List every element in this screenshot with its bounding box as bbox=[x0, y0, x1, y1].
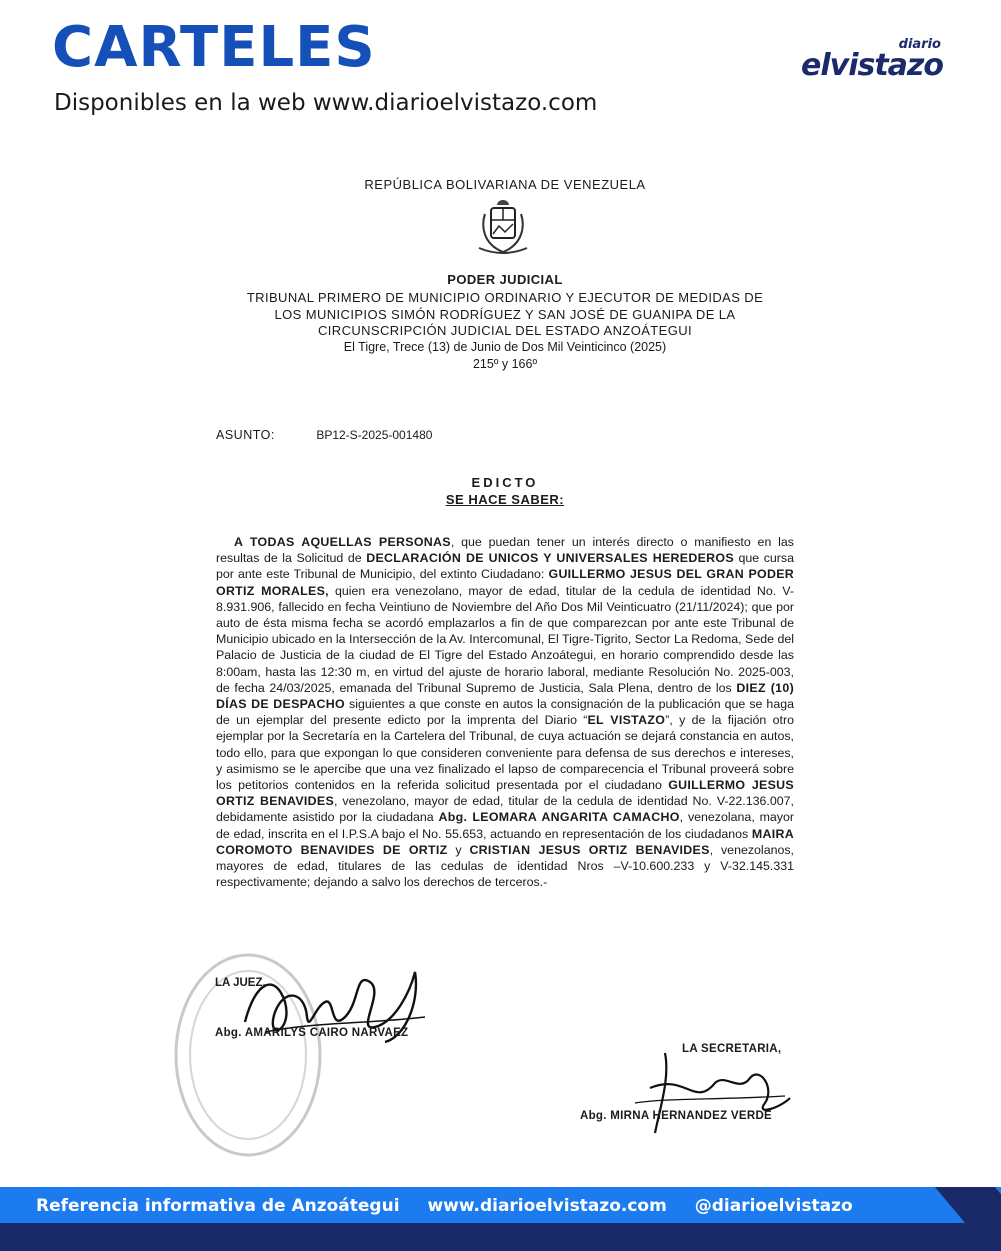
body-text: , venezolano, mayor de edad, titular de la cedula de identidad No. V-22.136.007, debidamente asistido por la ciudadana bbox=[216, 794, 794, 825]
body-bold: GUILLERMO JESUS ORTIZ BENAVIDES bbox=[216, 778, 794, 809]
body-bold: DECLARACIÓN DE UNICOS Y UNIVERSALES HEREDEROS bbox=[366, 551, 734, 566]
footer-bar bbox=[0, 1187, 1001, 1251]
body-text: , venezolanos, mayores de edad, titulares de las cedulas de identidad Nros –V-10.600.233 y V-32.145.331 respectivamente; dejando a salvo los derechos de terceros.- bbox=[216, 842, 795, 890]
case-reference bbox=[216, 428, 432, 442]
body-text: , que puedan tener un interés directo o manifiesto en las resultas de la Solicitud de bbox=[216, 535, 795, 566]
body-text: , venezolana, mayor de edad, inscrita en el I.P.S.A bajo el No. 55.653, actuando en representación de los ciudadanos bbox=[216, 810, 795, 841]
body-bold: EL VISTAZO bbox=[587, 713, 666, 728]
body-text: que cursa por ante este Tribunal de Municipio, del extinto Ciudadano: bbox=[216, 551, 795, 582]
coat-of-arms-icon bbox=[475, 196, 531, 258]
body-bold: GUILLERMO JESUS DEL GRAN PODER ORTIZ MORALES, bbox=[216, 567, 795, 598]
body-text: siguientes a que conste en autos la consignación de la publicación que se haga de un ejemplar del presente edicto por la imprenta del Diario “ bbox=[216, 697, 794, 728]
tribunal-line: CIRCUNSCRIPCIÓN JUDICIAL DEL ESTADO ANZOÁTEGUI bbox=[317, 323, 693, 338]
body-bold: CRISTIAN JESUS ORTIZ BENAVIDES bbox=[469, 842, 710, 857]
body-bold: MAIRA COROMOTO BENAVIDES DE ORTIZ bbox=[216, 826, 794, 857]
footer-bottom-band bbox=[0, 1223, 1001, 1251]
brand-subtitle: Disponibles en la web www.diarioelvistazo.com bbox=[54, 90, 598, 116]
footer-website-link[interactable]: www.diarioelvistazo.com bbox=[427, 1196, 667, 1216]
body-bold: Abg. LEOMARA ANGARITA CAMACHO bbox=[438, 810, 680, 825]
years-line: 215º y 166º bbox=[472, 357, 538, 371]
body-bold: DIEZ (10) DÍAS DE DESPACHO bbox=[216, 680, 794, 712]
body-text: ”, y de la fijación otro ejemplar por la Secretaría en la Cartelera del Tribunal, de cuya actuación se dejará constancia en autos, todo ello, para que expongan lo que consideren conveniente para defensa de sus derechos e intereses, y asimismo se le apercibe que una vez finalizado el lapso de comparecencia el Tribunal proveerá sobre los petitorios contenidos en la referida solicitud presentada por el ciudadano bbox=[216, 713, 795, 793]
edict-subtitle: SE HACE SABER: bbox=[445, 492, 565, 507]
logo-main-text: elvistazo bbox=[801, 48, 943, 83]
footer-social-handle[interactable]: @diarioelvistazo bbox=[694, 1196, 853, 1216]
judge-name: Abg. AMARILYS CAIRO NARVAEZ bbox=[215, 1027, 409, 1039]
brand-title: CARTELES bbox=[52, 15, 376, 80]
body-text: quien era venezolano, mayor de edad, titular de la cedula de identidad No. V-8.931.906, fallecido en fecha Veintiuno de Noviembre del Año Dos Mil Veinticuatro (21/11/2024); que por auto de ésta misma fecha se acordó emplazarlos a fin de que comparezcan por ante este Tribunal de Municipio ubicado en la Intersección de la Av. Intercomunal, El Tigre-Tigrito, Sector La Redoma, Sede del Palacio de Justicia de la ciudad de El Tigre del Estado Anzoátegui, en horario comprendido desde las 8:00am, hasta las 12:30 m, en virtud del ajuste de horario laboral, mediante Resolución No. 2025-003, de fecha 24/03/2025, emanada del Tribunal Supremo de Justicia, Sala Plena, dentro de los bbox=[216, 583, 794, 695]
tribunal-line: TRIBUNAL PRIMERO DE MUNICIPIO ORDINARIO Y EJECUTOR DE MEDIDAS DE bbox=[246, 290, 764, 305]
judicial-branch-heading: PODER JUDICIAL bbox=[447, 272, 563, 287]
secretary-label: LA SECRETARIA, bbox=[682, 1043, 782, 1055]
tribunal-line: LOS MUNICIPIOS SIMÓN RODRÍGUEZ Y SAN JOSÉ DE GUANIPA DE LA bbox=[274, 306, 736, 322]
edict-title: EDICTO bbox=[471, 475, 539, 490]
republic-heading: REPÚBLICA BOLIVARIANA DE VENEZUELA bbox=[364, 177, 646, 192]
logo-small-text: diario bbox=[898, 37, 941, 52]
footer-region: Referencia informativa de Anzoátegui bbox=[36, 1196, 400, 1216]
body-bold: A TODAS AQUELLAS PERSONAS bbox=[234, 535, 451, 549]
case-number: BP12-S-2025-001480 bbox=[316, 428, 433, 442]
tribunal-heading bbox=[200, 290, 810, 340]
date-line: El Tigre, Trece (13) de Junio de Dos Mil Veinticinco (2025) bbox=[343, 340, 667, 354]
secretary-signature-icon bbox=[625, 1048, 795, 1138]
edict-body bbox=[216, 534, 794, 890]
secretary-name: Abg. MIRNA HERNANDEZ VERDE bbox=[580, 1110, 773, 1122]
judge-label: LA JUEZ, bbox=[215, 977, 266, 989]
footer-text bbox=[36, 1196, 875, 1216]
body-text: y bbox=[447, 842, 470, 857]
case-label: ASUNTO: bbox=[216, 428, 275, 442]
